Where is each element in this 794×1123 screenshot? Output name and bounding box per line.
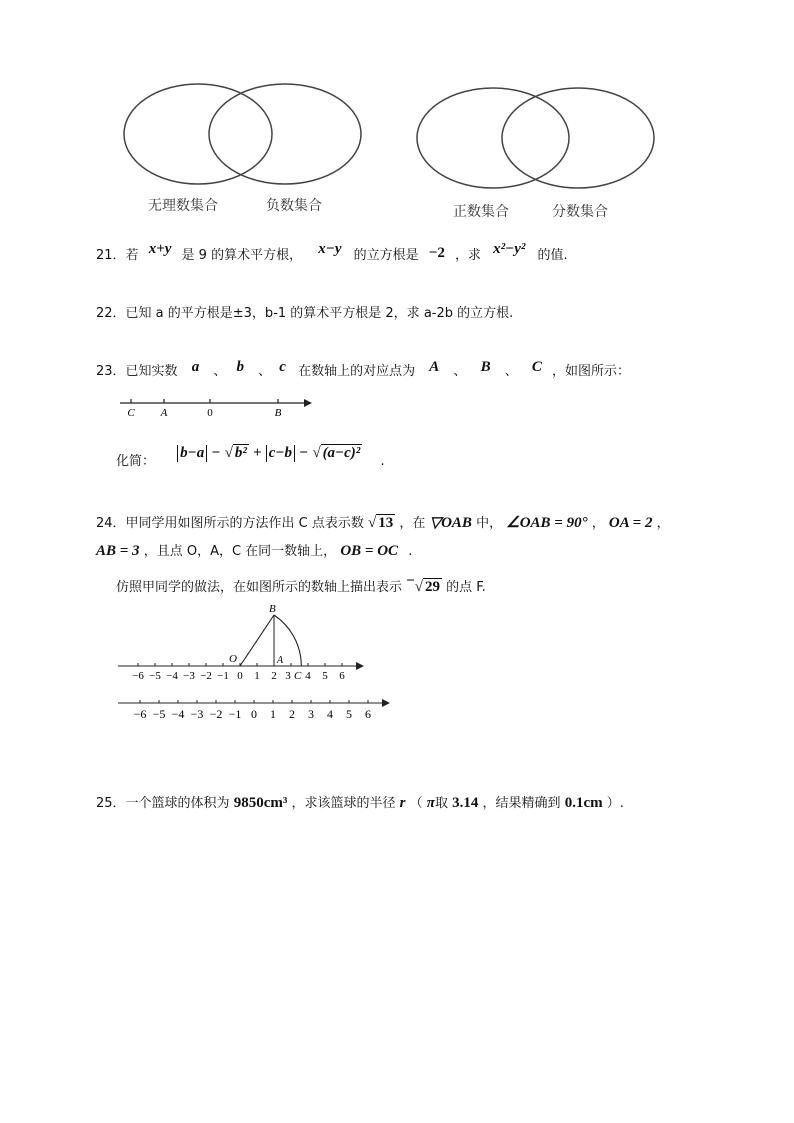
question-24-line-1 (96, 512, 670, 532)
q23-sep-2: 、 (258, 364, 272, 379)
venn-label-irrational: 无理数集合 (148, 198, 218, 214)
q23-axis-label-C: C (127, 407, 135, 419)
venn-ellipse-positive (417, 88, 569, 188)
q21-expr-x2-minus-y2: x²−y² (493, 241, 526, 257)
q21-text-3: ，求 (454, 248, 481, 263)
q24-axis-1-num: 2 (271, 670, 277, 682)
question-24-line-2 (96, 540, 412, 560)
q21-text-1: 是 9 的算术平方根， (181, 248, 303, 263)
q24-axis-2-num: −4 (171, 707, 185, 721)
q24-triangle-OAB: ▽OAB (429, 515, 472, 531)
q23-plus: + (253, 445, 262, 461)
venn-ellipse-irrational (124, 84, 272, 184)
q23-period: . (380, 454, 385, 469)
q24-text-5: ， (656, 516, 670, 531)
q24-point-label-A: A (277, 655, 284, 666)
q24-axis-2-num: 2 (289, 707, 295, 721)
q24-axis-2-num: 5 (346, 707, 352, 721)
q24-OB-equals-OC: OB = OC (340, 543, 399, 559)
q24-axis-2-num: 3 (308, 707, 314, 721)
q25-pi: π (426, 795, 435, 811)
q24-text-1: 24．甲同学用如图所示的方法作出 C 点表示数 (96, 516, 364, 531)
venn-diagram-left (118, 78, 368, 190)
q23-text-1: 23．已知实数 (96, 364, 178, 379)
q23-axis-label-B: B (274, 407, 282, 419)
q24-text-4: ， (591, 516, 605, 531)
q24-sqrt-icon-29: √ (414, 579, 423, 595)
q23-text-2: 在数轴上的对应点为 (298, 364, 416, 379)
q21-expr-x-plus-y: x+y (148, 241, 172, 257)
q21-number: 21．若 (96, 248, 139, 263)
q23-sqrt-b2: b² (234, 445, 247, 461)
q25-text-1: 25．一个篮球的体积为 (96, 796, 230, 811)
q24-axis-1-num: −4 (166, 670, 178, 682)
q25-precision: 0.1cm (564, 795, 603, 811)
q25-text-6: ）. (606, 796, 624, 811)
q23-point-B: B (480, 359, 491, 375)
venn-ellipse-fraction (502, 88, 654, 188)
q25-volume: 9850cm³ (233, 795, 288, 811)
q23-simplify-label: 化简： (116, 454, 156, 469)
question-21 (96, 241, 568, 264)
q24-angle-OAB: ∠OAB = 90° (506, 515, 588, 531)
q24-axis-2-num: 1 (270, 707, 276, 721)
q23-var-b: b (236, 359, 244, 375)
q24-axis-1-num: −6 (132, 670, 144, 682)
q25-text-5: ，结果精确到 (482, 796, 561, 811)
q23-sep-3: 、 (453, 364, 467, 379)
q24-axis-1-num: 1 (254, 670, 260, 682)
q24-axis-2-num: 6 (365, 707, 371, 721)
q23-sqrt-a-minus-c-sq: (a−c)² (322, 445, 361, 461)
venn-label-negative: 负数集合 (266, 198, 322, 214)
q23-var-a: a (191, 359, 200, 375)
q23-axis-arrow-icon (304, 399, 312, 407)
q24-segment-OB (240, 615, 274, 666)
q24-axis-2-num: −3 (190, 707, 204, 721)
q24-axis-1-num: −1 (217, 670, 229, 682)
q24-text-6: ，且点 O，A，C 在同一数轴上， (143, 544, 337, 559)
q25-var-r: r (399, 795, 406, 811)
q24-text-3: 中， (476, 516, 503, 531)
q24-text-9: 的点 F. (446, 580, 486, 595)
q25-text-4: 取 (434, 796, 448, 811)
venn-diagram-right (410, 84, 660, 196)
q23-text-3: ，如图所示： (552, 364, 631, 379)
q24-axis-1-num: −2 (200, 670, 212, 682)
q21-text-2: 的立方根是 (353, 248, 419, 263)
q24-OA-equals-2: OA = 2 (608, 515, 653, 531)
q23-sep-4: 、 (504, 364, 518, 379)
q24-axis-1-num: 4 (305, 670, 311, 682)
q23-sqrt-icon-2: √ (312, 445, 321, 461)
q24-axis-1-num: 3 (285, 670, 291, 682)
q24-point-label-O: O (229, 653, 237, 665)
q24-text-8: 仿照甲同学的做法，在如图所示的数轴上描出表示 (116, 580, 403, 595)
q24-sqrt-29: 29 (424, 579, 440, 595)
q21-text-4: 的值. (537, 248, 568, 263)
q25-text-3: （ (409, 796, 423, 811)
q24-axis-2-num: 0 (251, 707, 257, 721)
q24-AB-equals-3: AB = 3 (96, 543, 140, 559)
question-22: 22．已知 a 的平方根是±3，b-1 的算术平方根是 2，求 a-2b 的立方根. (96, 306, 514, 321)
q25-pi-value: 3.14 (452, 795, 479, 811)
q23-axis-label-A: A (160, 407, 168, 419)
q23-sep-1: 、 (213, 364, 227, 379)
q24-axis-1-num: −3 (183, 670, 195, 682)
q23-axis-label-0: 0 (207, 407, 213, 419)
q24-text-2: ，在 (399, 516, 426, 531)
q24-text-7: . (408, 544, 413, 559)
q24-construction-figure (118, 600, 378, 684)
q24-axis-1-arrow-icon (356, 662, 364, 670)
venn-label-positive: 正数集合 (453, 204, 509, 220)
q23-number-line (118, 394, 318, 420)
q24-axis-2-num: −1 (228, 707, 242, 721)
venn-ellipse-negative (209, 84, 361, 184)
q24-axis-1-num: 6 (339, 670, 345, 682)
q23-simplify-line (116, 442, 385, 469)
q24-axis-1-num: −5 (149, 670, 161, 682)
q24-axis-1-num: 5 (322, 670, 328, 682)
q23-abs-b-minus-a: b−a (177, 445, 207, 462)
q23-abs-c-minus-b: c−b (266, 445, 295, 462)
q23-minus-1: − (211, 445, 221, 461)
q21-expr-x-minus-y: x−y (318, 241, 342, 257)
q24-axis-1-num: 0 (237, 670, 243, 682)
question-23 (96, 360, 630, 380)
question-24-line-3 (116, 573, 486, 596)
q24-axis-2-num: 4 (327, 707, 333, 721)
q24-point-label-C: C (294, 670, 302, 682)
q24-negative-sign: − (406, 573, 415, 589)
question-25 (96, 792, 624, 812)
q23-sqrt-icon-1: √ (224, 445, 233, 461)
q24-axis-2-arrow-icon (382, 699, 390, 707)
venn-label-fraction: 分数集合 (552, 204, 608, 220)
q24-sqrt-13: 13 (378, 515, 394, 531)
q24-axis-2-num: −5 (152, 707, 166, 721)
q24-sqrt-icon-13: √ (368, 515, 377, 531)
q23-var-c: c (279, 359, 286, 375)
q24-axis-2-num: −6 (133, 707, 147, 721)
q24-blank-number-line (118, 696, 398, 726)
q23-point-A: A (429, 359, 440, 375)
q23-minus-2: − (299, 445, 309, 461)
q24-axis-2-num: −2 (209, 707, 223, 721)
q25-text-2: ，求该篮球的半径 (291, 796, 396, 811)
q23-point-C: C (531, 359, 542, 375)
q21-value-neg2: −2 (428, 245, 445, 261)
q24-point-label-B: B (269, 603, 276, 615)
